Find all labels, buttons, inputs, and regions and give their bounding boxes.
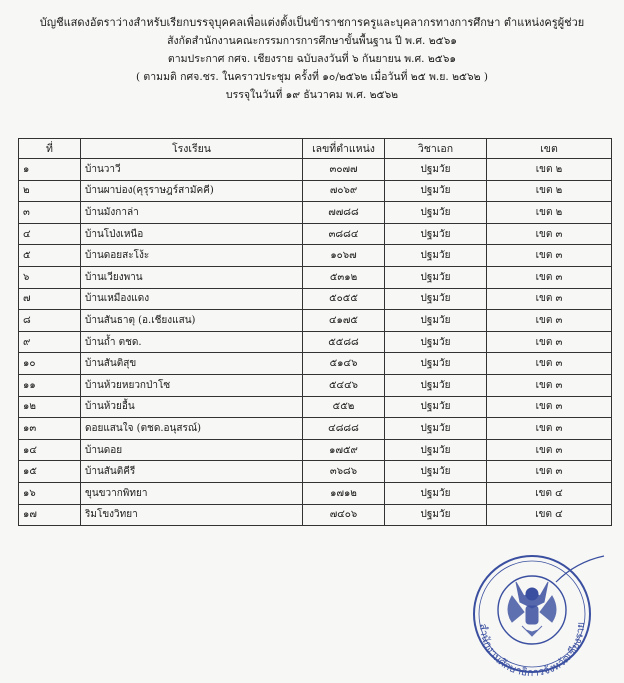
garuda-emblem-icon [508, 582, 556, 636]
position-number: ๗๗๘๘ [303, 202, 385, 224]
position-number: ๑๗๕๙ [303, 439, 385, 461]
table-row [19, 439, 612, 461]
header-resolution: ( ตามมติ กศจ.ชร. ในคราวประชุม ครั้งที่ ๑๐/๒๕๖๒ เมื่อวันที่ ๒๕ พ.ย. ๒๕๖๒ ) [136, 71, 488, 83]
school-name: บ้านสันธาตุ (อ.เชียงแสน) [81, 310, 303, 332]
row-number: ๔ [19, 223, 81, 245]
position-number: ๕๐๕๕ [303, 288, 385, 310]
subject-major: ปฐมวัย [385, 482, 487, 504]
table-row [19, 266, 612, 288]
position-number: ๗๔๐๖ [303, 504, 385, 526]
vacancy-table [18, 138, 612, 526]
subject-major: ปฐมวัย [385, 504, 487, 526]
subject-major: ปฐมวัย [385, 245, 487, 267]
education-zone: เขต ๔ [487, 504, 612, 526]
table-row [19, 310, 612, 332]
column-header-zone: เขต [487, 139, 612, 159]
row-number: ๑๐ [19, 353, 81, 375]
school-name: บ้านห้วยอื้น [81, 396, 303, 418]
subject-major: ปฐมวัย [385, 266, 487, 288]
school-name: ดอยแสนใจ (ตชด.อนุสรณ์) [81, 418, 303, 440]
education-zone: เขต ๓ [487, 288, 612, 310]
row-number: ๑๔ [19, 439, 81, 461]
education-zone: เขต ๔ [487, 482, 612, 504]
header-title: บัญชีแสดงอัตราว่างสำหรับเรียกบรรจุบุคคลเพื่อแต่งตั้งเป็นข้าราชการครูและบุคลากรทางการศึกษา ตำแหน่งครูผู้ช่วย [39, 16, 585, 29]
education-zone: เขต ๒ [487, 202, 612, 224]
table-row [19, 202, 612, 224]
subject-major: ปฐมวัย [385, 439, 487, 461]
subject-major: ปฐมวัย [385, 353, 487, 375]
header-appointment-date: บรรจุในวันที่ ๑๙ ธันวาคม พ.ศ. ๒๕๖๒ [225, 89, 399, 101]
subject-major: ปฐมวัย [385, 310, 487, 332]
signature-stroke [556, 556, 604, 582]
row-number: ๘ [19, 310, 81, 332]
row-number: ๕ [19, 245, 81, 267]
table-row [19, 374, 612, 396]
school-name: บ้านสันติสุข [81, 353, 303, 375]
position-number: ๑๐๖๗ [303, 245, 385, 267]
education-zone: เขต ๓ [487, 331, 612, 353]
subject-major: ปฐมวัย [385, 461, 487, 483]
education-zone: เขต ๓ [487, 396, 612, 418]
row-number: ๗ [19, 288, 81, 310]
row-number: ๑๒ [19, 396, 81, 418]
row-number: ๑๗ [19, 504, 81, 526]
school-name: บ้านเวียงพาน [81, 266, 303, 288]
row-number: ๑๓ [19, 418, 81, 440]
school-name: บ้านสันติคีรี [81, 461, 303, 483]
education-zone: เขต ๓ [487, 439, 612, 461]
education-zone: เขต ๓ [487, 461, 612, 483]
position-number: ๕๑๔๖ [303, 353, 385, 375]
table-header-row [19, 139, 612, 159]
position-number: ๑๗๑๒ [303, 482, 385, 504]
position-number: ๕๔๔๖ [303, 374, 385, 396]
school-name: บ้านมังกาล่า [81, 202, 303, 224]
stamp-text [477, 622, 587, 678]
school-name: บ้านห้วยหยวกป่าโซ [81, 374, 303, 396]
position-number: ๗๐๖๙ [303, 180, 385, 202]
table-row [19, 418, 612, 440]
column-header-school: โรงเรียน [81, 139, 303, 159]
row-number: ๓ [19, 202, 81, 224]
table-row [19, 223, 612, 245]
position-number: ๔๘๘๘ [303, 418, 385, 440]
table-row [19, 331, 612, 353]
school-name: บ้านผาบ่อง(คุรุราษฎร์สามัคคี) [81, 180, 303, 202]
subject-major: ปฐมวัย [385, 418, 487, 440]
header-affiliation: สังกัดสำนักงานคณะกรรมการการศึกษาขั้นพื้นฐาน ปี พ.ศ. ๒๕๖๑ [167, 35, 457, 47]
education-zone: เขต ๓ [487, 310, 612, 332]
row-number: ๒ [19, 180, 81, 202]
position-number: ๓๐๗๗ [303, 159, 385, 181]
subject-major: ปฐมวัย [385, 331, 487, 353]
school-name: บ้านดอยสะโง้ะ [81, 245, 303, 267]
subject-major: ปฐมวัย [385, 374, 487, 396]
position-number: ๓๖๘๖ [303, 461, 385, 483]
education-zone: เขต ๓ [487, 353, 612, 375]
table-row [19, 245, 612, 267]
education-zone: เขต ๓ [487, 266, 612, 288]
position-number: ๕๓๑๒ [303, 266, 385, 288]
table-body [19, 159, 612, 526]
position-number: ๕๕๒ [303, 396, 385, 418]
column-header-subject: วิชาเอก [385, 139, 487, 159]
table-row [19, 396, 612, 418]
subject-major: ปฐมวัย [385, 202, 487, 224]
subject-major: ปฐมวัย [385, 159, 487, 181]
subject-major: ปฐมวัย [385, 288, 487, 310]
education-zone: เขต ๓ [487, 223, 612, 245]
education-zone: เขต ๓ [487, 374, 612, 396]
document-header [0, 14, 624, 104]
school-name: ขุนขวากพิทยา [81, 482, 303, 504]
row-number: ๙ [19, 331, 81, 353]
table-row [19, 180, 612, 202]
school-name: บ้านโป่งเหนือ [81, 223, 303, 245]
row-number: ๖ [19, 266, 81, 288]
education-zone: เขต ๓ [487, 245, 612, 267]
table-row [19, 288, 612, 310]
school-name: บ้านเหมืองแดง [81, 288, 303, 310]
subject-major: ปฐมวัย [385, 396, 487, 418]
table-row [19, 353, 612, 375]
school-name: บ้านวาวี [81, 159, 303, 181]
subject-major: ปฐมวัย [385, 223, 487, 245]
education-zone: เขต ๒ [487, 159, 612, 181]
school-name: บ้านถ้ำ ตชด. [81, 331, 303, 353]
table-row [19, 159, 612, 181]
school-name: ริมโขงวิทยา [81, 504, 303, 526]
table-row [19, 482, 612, 504]
education-zone: เขต ๒ [487, 180, 612, 202]
column-header-position: เลขที่ตำแหน่ง [303, 139, 385, 159]
subject-major: ปฐมวัย [385, 180, 487, 202]
position-number: ๓๘๘๔ [303, 223, 385, 245]
stamp-text-path: สำนักงานศึกษาธิการจังหวัดเชียงราย [476, 621, 588, 678]
row-number: ๑๕ [19, 461, 81, 483]
position-number: ๔๑๗๕ [303, 310, 385, 332]
row-number: ๑๑ [19, 374, 81, 396]
row-number: ๑ [19, 159, 81, 181]
table-row [19, 461, 612, 483]
column-header-no: ที่ [19, 139, 81, 159]
position-number: ๕๕๘๘ [303, 331, 385, 353]
table-row [19, 504, 612, 526]
school-name: บ้านดอย [81, 439, 303, 461]
office-stamp [456, 552, 606, 678]
row-number: ๑๖ [19, 482, 81, 504]
education-zone: เขต ๓ [487, 418, 612, 440]
header-announcement: ตามประกาศ กศจ. เชียงราย ฉบับลงวันที่ ๖ กันยายน พ.ศ. ๒๕๖๑ [167, 53, 457, 65]
